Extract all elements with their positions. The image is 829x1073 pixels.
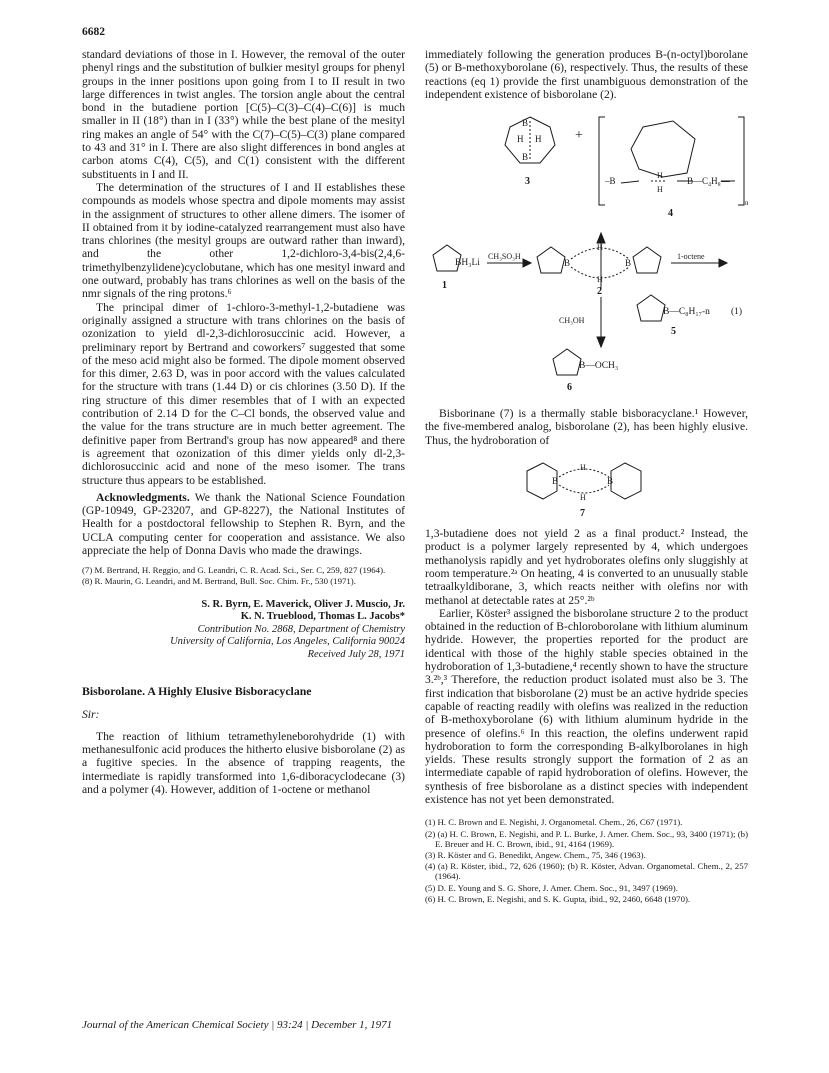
authors-line-2: K. N. Trueblood, Thomas L. Jacobs* — [240, 611, 405, 623]
ring3-hydrogen-left: H — [517, 134, 524, 145]
bisborolane-boron-right: B — [625, 258, 632, 269]
compound-4-label: 4 — [668, 208, 673, 220]
ring3-hydrogen-right: H — [535, 134, 542, 145]
polymer-n: n — [745, 199, 749, 208]
article-title: Bisborolane. A Highly Elusive Bisboracyclane — [82, 684, 312, 699]
footnote-3: (3) R. Köster and G. Benedikt, Angew. Chem., 75, 346 (1963). — [425, 849, 646, 860]
affiliation-line-1: Contribution No. 2868, Department of Chemistry — [197, 623, 405, 635]
left-paragraph-4: The reaction of lithium tetramethyleneborohydride (1) with methanesulfonic acid produces the hitherto elusive bisborolane (2) as a fugitive species. In the absence of trapping reagents, the intermediate is rapidly transformed into 1,6-diboracyclodecane (3) and a polymer (4). However, addition of 1-octene or methanol — [82, 729, 405, 796]
polymer-c4h8: B—C₄H₈— — [687, 176, 730, 187]
compound-6-ring — [553, 349, 581, 375]
footnote-7: (7) M. Bertrand, H. Reggio, and G. Leandri, C. R. Acad. Sci., Ser. C, 259, 827 (1964). — [82, 565, 386, 576]
compound-3-label: 3 — [525, 176, 530, 188]
acknowledgments-heading: Acknowledgments. — [96, 490, 190, 504]
compound-5-label: 5 — [671, 326, 676, 338]
bisborolane-hydrogen-top: H — [597, 243, 603, 253]
compound-6-label: 6 — [567, 382, 572, 394]
compound-4-polymer — [599, 117, 744, 205]
compound-5-octyl: B—C₈H₁₇-n — [663, 307, 710, 318]
bisborolane-boron-left: B — [564, 258, 571, 269]
footnote-6: (6) H. C. Brown, E. Negishi, and S. K. Gupta, ibid., 92, 2460, 6648 (1970). — [425, 893, 691, 904]
bisborinane-hydrogen-bottom: H — [580, 493, 586, 503]
compound-7-label: 7 — [580, 508, 585, 520]
plus-sign: + — [575, 128, 583, 144]
footnote-2: (2) (a) H. C. Brown, E. Negishi, and P. L. Burke, J. Amer. Chem. Soc., 93, 3400 (1971); (b) E. Breuer and H. C. Brown, ibid., 91, 4164 (1969). — [425, 828, 748, 849]
reagent-1-octene: 1-octene — [677, 252, 705, 262]
right-paragraph-4: Earlier, Köster³ assigned the bisborolane structure 2 to the product obtained in the reduction of B-chloroborolane with lithium aluminum hydride. However, the properties reported for the product are identical with those of the highly stable species obtained in the hydroboration of 1,3-butadiene,⁴ recently shown to have the structure 3.²ᵇ,³ Therefore, the reduction product isolated must also be 3. The first indication that bisborolane (2) must be an active hydride species capable of reacting readily with olefins was realized in the reduction of B-methoxyborolane (6) with lithium aluminum hydride in the presence of olefins.⁶ In this reaction, the olefins underwent rapid hydroboration to form the corresponding B-alkylborolanes in high yields. These results strongly support the formation of 2 as an intermediate capable of rapid hydroboration of olefins. However, the synthesis of free bisborolane as a distinct species with independent existence has not yet been demonstrated. — [425, 606, 748, 807]
polymer-hydrogen-top: H — [657, 171, 663, 181]
affiliation-line-2: University of California, Los Angeles, California 90024 — [170, 636, 405, 648]
polymer-hydrogen-bottom: H — [657, 185, 663, 195]
journal-footer: Journal of the American Chemical Society | 93:24 | December 1, 1971 — [82, 1019, 393, 1031]
footnote-1: (1) H. C. Brown and E. Negishi, J. Organometal. Chem., 26, C67 (1971). — [425, 817, 683, 828]
bisborinane-drawing — [425, 453, 748, 523]
left-paragraph-3: The principal dimer of 1-chloro-3-methyl-1,2-butadiene was originally assigned a structure with trans chlorines on the basis of ozonization to yield dl-2,3-dichlorosuccinic acid. However, a preliminary report by Bertrand and coworkers⁷ suggested that some of the meso acid might also be formed. The dipole moment observed for this dimer, 2.63 D, was in poor accord with the values calculated for the structure with trans (1.44 D) or cis chlorines (3.50 D). If the ring structure of this dimer resembles that of I with an expected contribution of 2.14 D for the C–Cl bonds, the observed value and the value for the trans structure are in much better agreement. The definitive paper from Bertrand's group has now appeared⁸ and there is agreement that ozonization of this dimer yields only dl-2,3-dichlorosuccinic acid and none of the meso isomer. The trans structure thus appears to be established. — [82, 300, 405, 487]
bisborinane-structure — [425, 453, 748, 523]
bisborinane-boron-left: B — [552, 476, 559, 487]
acknowledgments — [82, 491, 405, 557]
ring3-boron-top: B — [522, 118, 529, 129]
compound-1-bh3li: BH₃Li — [455, 258, 480, 269]
compound-1-label: 1 — [442, 280, 447, 292]
compound-3-ring — [505, 117, 555, 163]
bisborinane-boron-right: B — [607, 476, 614, 487]
page-number: 6682 — [82, 26, 105, 38]
compound-2-left-ring — [537, 247, 565, 273]
equation-number: (1) — [731, 307, 743, 318]
polymer-boron-left: –B — [605, 176, 616, 187]
compound-2-label: 2 — [597, 286, 602, 298]
acknowledgments-body: We thank the National Science Foundation (GP-10949, GP-23207, and GP-8227), the National Institutes of Health for a postdoctoral fellowship to Stephen R. Byrn, and the UCLA computing center for cooperation and assistance. We also appreciate the help of Donna Davis who made the drawings. — [82, 490, 405, 557]
salutation: Sir: — [82, 708, 100, 722]
footnote-4: (4) (a) R. Köster, ibid., 72, 626 (1960); (b) R. Köster, Advan. Organometal. Chem., 2, 257 (1964). — [425, 861, 748, 882]
right-paragraph-2: Bisborinane (7) is a thermally stable bisboracyclane.¹ However, the five-membered analog, bisborolane (2), has been highly elusive. Thus, the hydroboration of — [425, 407, 748, 447]
right-paragraph-3: 1,3-butadiene does not yield 2 as a final product.² Instead, the product is a polymer largely represented by 4, which undergoes methanolysis rapidly and yet hydroborates olefins only sluggishly at room temperature.²ᵃ On heating, 4 is converted to an unusually stable tetraalkyldiborane, 3, which reacts neither with olefins nor with methanol at detectable rates at 25°.²ᵇ — [425, 527, 748, 607]
received-date: Received July 28, 1971 — [307, 648, 405, 660]
bisborolane-hydrogen-bottom: H — [597, 275, 603, 285]
right-column — [425, 48, 748, 904]
ring3-boron-bottom: B — [522, 152, 529, 163]
compound-2-right-ring — [633, 247, 661, 273]
author-block — [82, 599, 405, 662]
reagent-ch3oh: CH₃OH — [559, 316, 585, 326]
left-column — [82, 48, 405, 796]
compound-6-methoxy: B—OCH₃ — [579, 361, 619, 372]
footnote-8: (8) R. Maurin, G. Leandri, and M. Bertrand, Bull. Soc. Chim. Fr., 530 (1971). — [82, 576, 356, 587]
compound-5-ring — [637, 295, 665, 321]
left-paragraph-2: The determination of the structures of I and II establishes these compounds as models whose spectra and dipole moments may assist in the assignment of structures to other allene dimers. The isomer of II obtained from it by iodine-catalyzed rearrangement must also have trans chlorines (the mesityl groups are outward rather than inward), and the other 1,2-dichloro-3,4-bis(2,4,6-trimethylbenzylidene)cyclobutane, which has one mesityl inward and one outward, probably has trans chlorines as well on the basis of the nmr signals of the ring protons.⁶ — [82, 180, 405, 301]
bisborinane-hydrogen-top: H — [580, 463, 586, 473]
reagent-ch3so3h: CH₃SO₃H — [488, 252, 521, 262]
reaction-scheme — [425, 109, 748, 401]
left-paragraph-1: standard deviations of those in I. However, the removal of the outer phenyl rings and the substitution of bulkier mesityl groups for phenyl groups in the inner positions upon going from I to II result in two large differences in twist angles. The torsion angle about the central bond in the butadiene portion [C(5)–C(3)–C(4)–C(6)] is much smaller in II (18°) than in I (33°) while the best plane of the mesityl ring makes an angle of 54° with the C(7)–C(5)–C(3) plane compared to 43 and 31° in I. There are also slight differences in bond angles at carbon atoms C(4), C(5), and C(1) consistent with the different substituents in I and II. — [82, 48, 405, 181]
right-paragraph-1: immediately following the generation produces B-(n-octyl)borolane (5) or B-methoxyborolane (6), respectively. Thus, the results of these reactions (eq 1) provide the first unambiguous demonstration of the independent existence of bisborolane (2). — [425, 48, 748, 101]
authors-line-1: S. R. Byrn, E. Maverick, Oliver J. Muscio, Jr. — [201, 598, 405, 610]
footnote-5: (5) D. E. Young and S. G. Shore, J. Amer. Chem. Soc., 91, 3497 (1969). — [425, 882, 678, 893]
